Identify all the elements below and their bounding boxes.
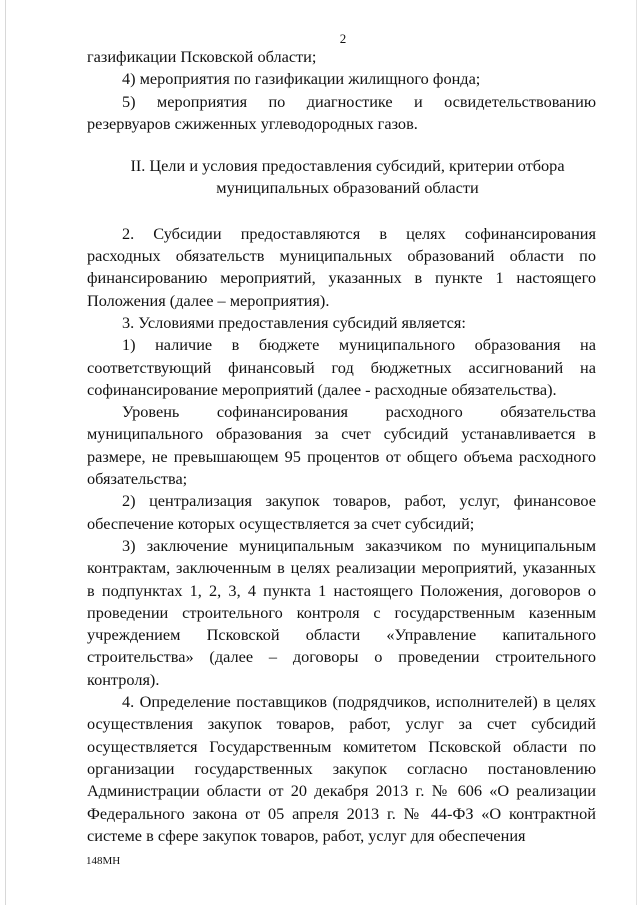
section-heading: II. Цели и условия предоставления субсидий, критерии отбора муниципальных образований области [130, 156, 565, 198]
paragraph-item-5: 5) мероприятия по диагностике и освидетельствованию резервуаров сжиженных углеводородных газов. [87, 91, 596, 133]
paragraph-2: 2. Субсидии предоставляются в целях софинансирования расходных обязательств муниципальных образований области по финансированию мероприятий, указанных в пункте 1 настоящего Положения (далее – мероприятия). [87, 223, 596, 310]
footer-code: 148МН [86, 855, 121, 867]
paragraph-3: 3. Условиями предоставления субсидий является: [122, 312, 466, 332]
page-number: 2 [339, 31, 347, 46]
paragraph-cofinancing-level: Уровень софинансирования расходного обязательства муниципального образования за счет субсидий устанавливается в размере, не превышающем 95 процентов от общего объема расходного обязательства; [87, 402, 596, 489]
paragraph-4: 4. Определение поставщиков (подрядчиков, исполнителей) в целях осуществления закупок товаров, работ, услуг за счет субсидий осуществляется Государственным комитетом Псковской области по организации государственных закупок согласно постановлению Администрации области от 20 декабря 2013 г. № 606 «О реализации Федерального закона от 05 апреля 2013 г. № 44-ФЗ «О контрактной системе в сфере закупок товаров, работ, услуг для обеспечения [87, 692, 596, 845]
paragraph-continuation: газификации Псковской области; [87, 47, 317, 66]
paragraph-3-item-1: 1) наличие в бюджете муниципального образования на соответствующий финансовый год бюджетных ассигнований на софинансирование мероприятий (далее - расходные обязательства). [87, 335, 596, 399]
paragraph-3-item-3: 3) заключение муниципальным заказчиком по муниципальным контрактам, заключенным в целях реализации мероприятий, указанных в подпунктах 1, 2, 3, 4 пункта 1 настоящего Положения, договоров о проведении строительного контроля с государственным казенным учреждением Псковской области «Управление капитального строительства» (далее – договоры о проведении строительного контроля). [87, 535, 596, 689]
paragraph-item-4: 4) мероприятия по газификации жилищного фонда; [122, 69, 481, 89]
scan-edge-left [5, 0, 6, 905]
document-body [87, 46, 596, 847]
scan-edge-right [636, 0, 637, 905]
paragraph-3-item-2: 2) централизация закупок товаров, работ, услуг, финансовое обеспечение которых осуществляется за счет субсидий; [87, 491, 596, 533]
